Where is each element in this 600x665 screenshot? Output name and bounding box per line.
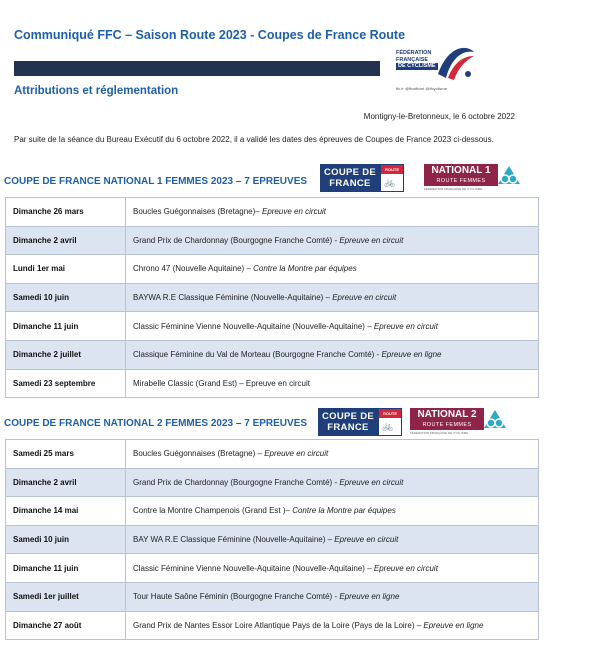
race-type: Contre la Montre par équipes (253, 264, 357, 274)
table-row (6, 198, 539, 227)
race-cell (126, 312, 539, 341)
table-row (6, 226, 539, 255)
race-type: Contre la Montre par équipes (292, 506, 396, 516)
race-type: Epreuve en circuit (339, 235, 404, 245)
national-1-logo (424, 164, 524, 194)
section-heading-national-1: COUPE DE FRANCE NATIONAL 1 FEMMES 2023 – 7 EPREUVES (4, 176, 308, 187)
coupe-de-france-logo (320, 164, 404, 192)
race-type: Epreuve en circuit (373, 321, 438, 331)
race-name: Classique Féminine du Val de Morteau (Bourgogne Franche Comté) - (133, 350, 380, 360)
race-cell (126, 340, 539, 369)
race-cell (126, 198, 539, 227)
race-cell (126, 369, 539, 398)
national-1-title: NATIONAL 1 (431, 165, 491, 176)
race-date: Samedi 10 juin (6, 283, 126, 312)
race-cell (126, 554, 539, 583)
cdf-line1: COUPE DE (323, 167, 377, 178)
document-title: Communiqué FFC – Saison Route 2023 - Coupes de France Route (14, 28, 406, 42)
ffc-logo-line3: DE CYCLISME (398, 63, 436, 69)
title-bar (14, 61, 380, 76)
national-2-race-table (5, 439, 539, 640)
race-name: Grand Prix de Chardonnay (Bourgogne Franche Comté) - (133, 235, 338, 245)
national-1-race-table (5, 197, 539, 398)
race-type: Epreuve en ligne (381, 350, 442, 360)
national-2-subtitle: ROUTE FEMMES (422, 422, 472, 428)
table-row (6, 255, 539, 284)
table-row (6, 312, 539, 341)
race-date: Samedi 23 septembre (6, 369, 126, 398)
race-cell (126, 283, 539, 312)
race-type: Epreuve en ligne (423, 620, 484, 630)
race-cell (126, 226, 539, 255)
cdf-line2: FRANCE (329, 178, 371, 189)
section-heading-national-2: COUPE DE FRANCE NATIONAL 2 FEMMES 2023 – 7 EPREUVES (4, 418, 308, 429)
race-name: Contre la Montre Champenois (Grand Est )– (133, 506, 290, 516)
race-cell (126, 255, 539, 284)
date-line: Montigny-le-Bretonneux, le 6 octobre 2022 (363, 112, 515, 121)
race-date: Samedi 25 mars (6, 440, 126, 469)
ffc-logo-line1: FÉDÉRATION (396, 50, 432, 56)
ffc-logo (396, 44, 476, 92)
ffc-logo-line2: FRANÇAISE (396, 56, 429, 63)
bicycle-icon: 🚲 (384, 177, 396, 187)
coupe-de-france-logo (318, 408, 402, 436)
race-name: Boucles Guégonnaises (Bretagne) – (133, 449, 262, 459)
race-type: Epreuve en circuit (261, 207, 327, 217)
national-1-tagline: FÉDÉRATION FRANÇAISE DE CYCLISME (424, 187, 483, 191)
table-row (6, 497, 539, 526)
table-row (6, 283, 539, 312)
race-cell (126, 440, 539, 469)
cdf-badge-label: ROUTE (379, 409, 401, 418)
race-date: Dimanche 2 avril (6, 468, 126, 497)
table-row (6, 340, 539, 369)
ffc-social-links: ffc.fr @ffcofficiel @ffcyclisme (396, 86, 447, 91)
race-cell (126, 497, 539, 526)
race-name: BAY WA R.E Classique Féminine (Nouvelle-Aquitaine) – (133, 535, 333, 545)
race-name: BAYWA R.E Classique Féminine (Nouvelle-Aquitaine) – (133, 293, 330, 303)
race-date: Dimanche 11 juin (6, 554, 126, 583)
cdf-line1: COUPE DE (321, 411, 375, 422)
national-2-title: NATIONAL 2 (417, 409, 477, 420)
race-name: Grand Prix de Nantes Essor Loire Atlantique Pays de la Loire (Pays de la Loire) – (133, 620, 422, 630)
race-type: Epreuve en circuit (373, 563, 438, 573)
race-cell (126, 468, 539, 497)
ffc-swoosh-icon (434, 44, 476, 84)
race-name: Classic Féminine Vienne Nouvelle-Aquitaine (Nouvelle-Aquitaine) – (133, 321, 372, 331)
cdf-badge-label: ROUTE (381, 165, 403, 174)
race-name: Boucles Guégonnaises (Bretagne)– (133, 207, 260, 217)
national-1-subtitle: ROUTE FEMMES (436, 178, 486, 184)
race-name: Tour Haute Saône Féminin (Bourgogne Franche Comté) - (133, 592, 338, 602)
table-row (6, 369, 539, 398)
race-date: Dimanche 2 avril (6, 226, 126, 255)
cyclist-emblem-icon (496, 164, 522, 186)
race-name: Chrono 47 (Nouvelle Aquitaine) – (133, 264, 251, 274)
table-row (6, 440, 539, 469)
bicycle-icon: 🚲 (382, 421, 394, 431)
race-type: Epreuve en circuit (264, 449, 329, 459)
table-row (6, 611, 539, 640)
race-date: Samedi 1er juillet (6, 582, 126, 611)
table-row (6, 582, 539, 611)
intro-paragraph: Par suite de la séance du Bureau Exécutif du 6 octobre 2022, il a validé les dates des épreuves de Coupes de France 2023 ci-dessous. (14, 135, 494, 144)
race-name: Classic Féminine Vienne Nouvelle-Aquitaine (Nouvelle-Aquitaine) – (133, 563, 372, 573)
race-date: Dimanche 2 juillet (6, 340, 126, 369)
race-type: Epreuve en circuit (334, 535, 399, 545)
race-date: Dimanche 26 mars (6, 198, 126, 227)
race-cell (126, 582, 539, 611)
race-date: Lundi 1er mai (6, 255, 126, 284)
race-type: Epreuve en circuit (339, 477, 404, 487)
race-type: Epreuve en circuit (332, 293, 397, 303)
race-name: Grand Prix de Chardonnay (Bourgogne Franche Comté) - (133, 477, 338, 487)
subtitle: Attributions et réglementation (14, 85, 179, 97)
race-date: Samedi 10 juin (6, 525, 126, 554)
table-row (6, 554, 539, 583)
race-type: Epreuve en ligne (339, 592, 400, 602)
race-date: Dimanche 27 août (6, 611, 126, 640)
cyclist-emblem-icon (482, 408, 508, 430)
national-2-logo (410, 408, 510, 438)
race-cell (126, 611, 539, 640)
cdf-line2: FRANCE (327, 422, 369, 433)
race-cell (126, 525, 539, 554)
race-date: Dimanche 14 mai (6, 497, 126, 526)
race-date: Dimanche 11 juin (6, 312, 126, 341)
table-row (6, 468, 539, 497)
race-name: Mirabelle Classic (Grand Est) – Epreuve en circuit (133, 378, 310, 388)
national-2-tagline: FÉDÉRATION FRANÇAISE DE CYCLISME (410, 431, 469, 435)
table-row (6, 525, 539, 554)
